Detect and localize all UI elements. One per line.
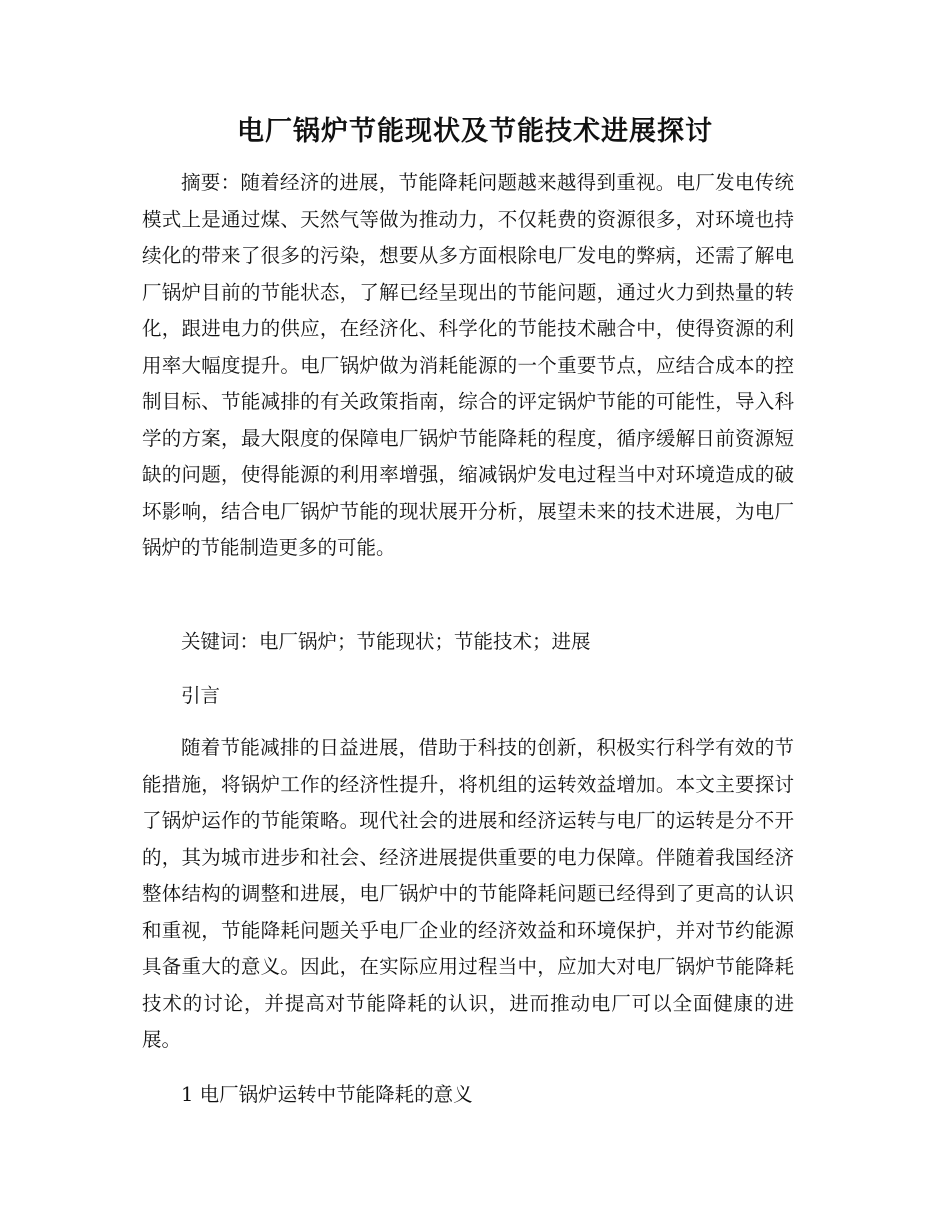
abstract-paragraph: 摘要：随着经济的进展，节能降耗问题越来越得到重视。电厂发电传统模式上是通过煤、天然气等做为推动力，不仅耗费的资源很多，对环境也持续化的带来了很多的污染，想要从多方面根除电厂发电的弊病，还需了解电厂锅炉目前的节能状态，了解已经呈现出的节能问题，通过火力到热量的转化，跟进电力的供应，在经济化、科学化的节能技术融合中，使得资源的利用率大幅度提升。电厂锅炉做为消耗能源的一个重要节点，应结合成本的控制目标、节能减排的有关政策指南，综合的评定锅炉节能的可能性，导入科学的方案，最大限度的保障电厂锅炉节能降耗的程度，循序缓解日前资源短缺的问题，使得能源的利用率增强，缩减锅炉发电过程当中对环境造成的破坏影响，结合电厂锅炉节能的现状展开分析，展望未来的技术进展，为电厂锅炉的节能制造更多的可能。 (142, 171, 794, 559)
keywords-line: 关键词：电厂锅炉；节能现状；节能技术；进展 (181, 630, 591, 653)
intro-heading: 引言 (181, 684, 221, 707)
section-1-heading: 1 电厂锅炉运转中节能降耗的意义 (181, 1083, 473, 1106)
document-title: 电厂锅炉节能现状及节能技术进展探讨 (237, 116, 713, 147)
intro-paragraph: 随着节能减排的日益进展，借助于科技的创新，积极实行科学有效的节能措施，将锅炉工作的经济性提升，将机组的运转效益增加。本文主要探讨了锅炉运作的节能策略。现代社会的进展和经济运转与电厂的运转是分不开的，其为城市进步和社会、经济进展提供重要的电力保障。伴随着我国经济整体结构的调整和进展，电厂锅炉中的节能降耗问题已经得到了更高的认识和重视，节能降耗问题关乎电厂企业的经济效益和环境保护，并对节约能源具备重大的意义。因此，在实际应用过程当中，应加大对电厂锅炉节能降耗技术的讨论，并提高对节能降耗的认识，进而推动电厂可以全面健康的进展。 (142, 736, 794, 1051)
